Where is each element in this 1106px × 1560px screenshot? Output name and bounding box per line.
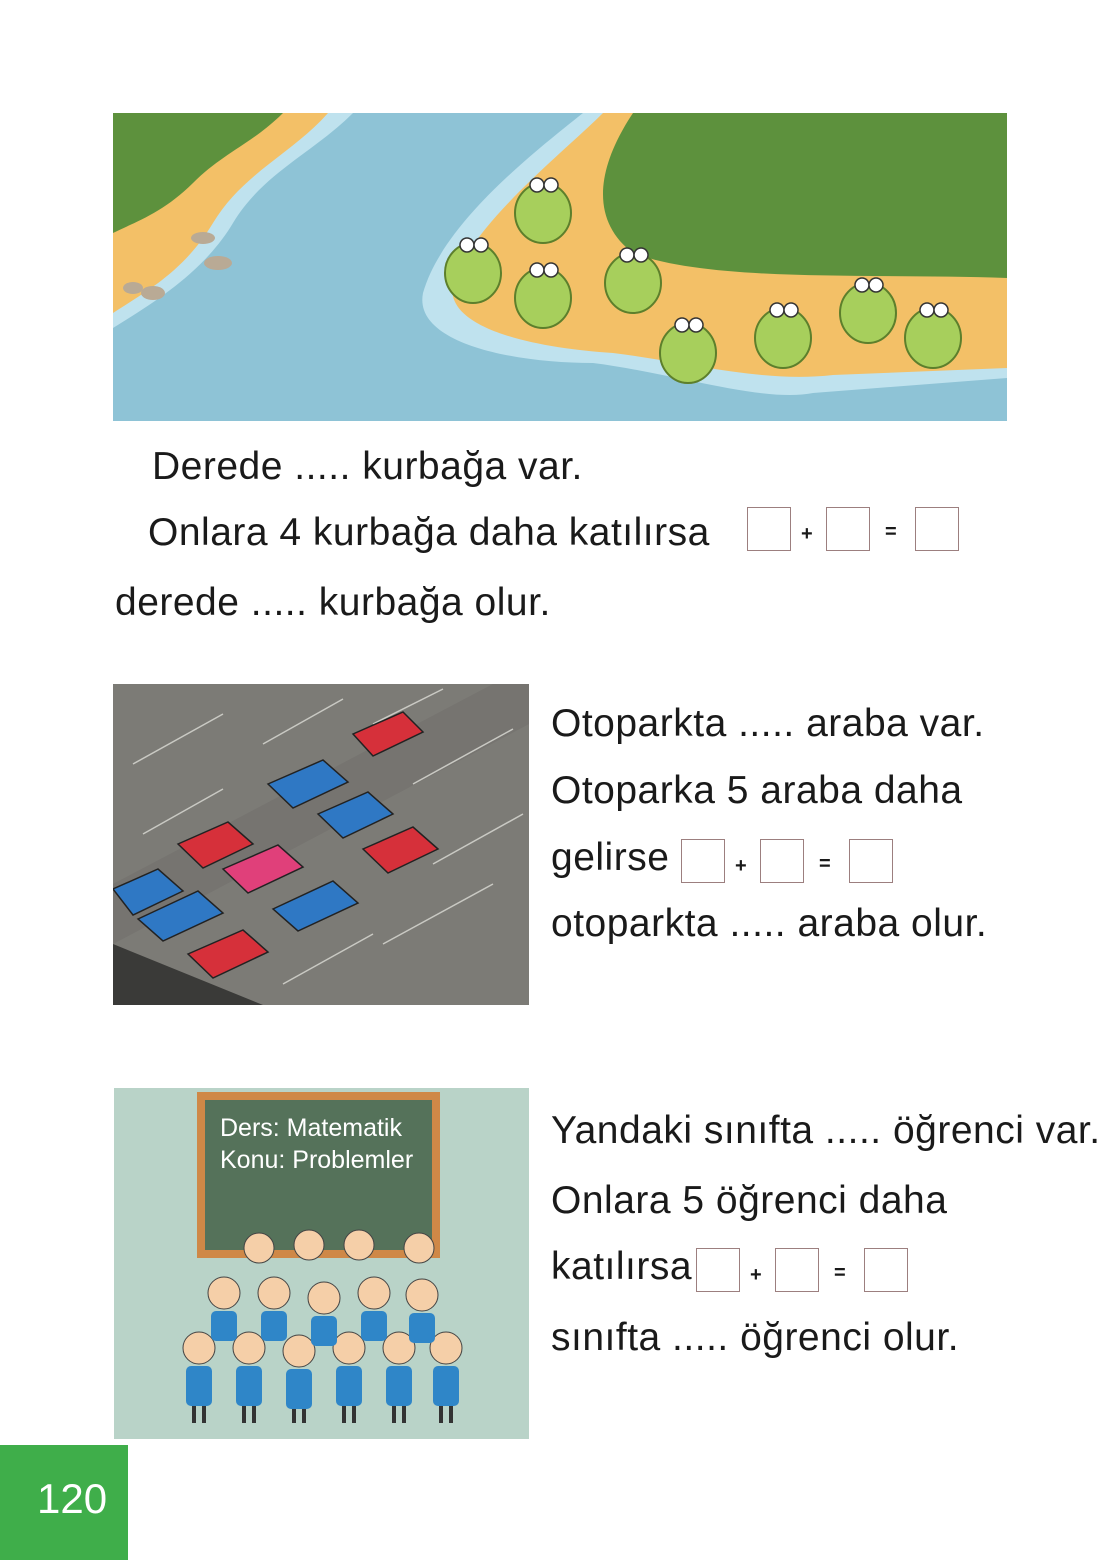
answer-box-addend2[interactable] (760, 839, 804, 883)
equals-sign: = (819, 853, 831, 875)
answer-box-sum[interactable] (849, 839, 893, 883)
problem3-line3: katılırsa (551, 1245, 693, 1288)
answer-box-addend2[interactable] (775, 1248, 819, 1292)
plus-sign: + (735, 855, 747, 877)
answer-box-sum[interactable] (864, 1248, 908, 1292)
problem2-line3: gelirse (551, 836, 670, 879)
answer-box-sum[interactable] (915, 507, 959, 551)
equals-sign: = (885, 521, 897, 543)
chalkboard-line2: Konu: Problemler (220, 1146, 414, 1174)
problem3-line2: Onlara 5 öğrenci daha (551, 1179, 948, 1222)
problem1-line3: derede ..... kurbağa olur. (115, 581, 551, 624)
answer-box-addend1[interactable] (696, 1248, 740, 1292)
problem1-line2: Onlara 4 kurbağa daha katılırsa (148, 511, 710, 554)
page-number-badge (0, 1445, 128, 1560)
river-frogs-illustration (113, 113, 1007, 421)
classroom-illustration (114, 1088, 529, 1439)
problem3-line4: sınıfta ..... öğrenci olur. (551, 1316, 960, 1359)
answer-box-addend1[interactable] (747, 507, 791, 551)
parking-lot-illustration (113, 684, 529, 1005)
answer-box-addend2[interactable] (826, 507, 870, 551)
problem1-line1: Derede ..... kurbağa var. (152, 445, 583, 488)
problem2-line1: Otoparkta ..... araba var. (551, 702, 985, 745)
plus-sign: + (801, 523, 813, 545)
page-number: 120 (37, 1475, 108, 1522)
equals-sign: = (834, 1262, 846, 1284)
problem2-line2: Otoparka 5 araba daha (551, 769, 963, 812)
problem3-line1: Yandaki sınıfta ..... öğrenci var. (551, 1109, 1101, 1152)
chalkboard-line1: Ders: Matematik (220, 1114, 402, 1142)
plus-sign: + (750, 1264, 762, 1286)
answer-box-addend1[interactable] (681, 839, 725, 883)
problem2-line4: otoparkta ..... araba olur. (551, 902, 988, 945)
students-group (174, 1223, 474, 1433)
